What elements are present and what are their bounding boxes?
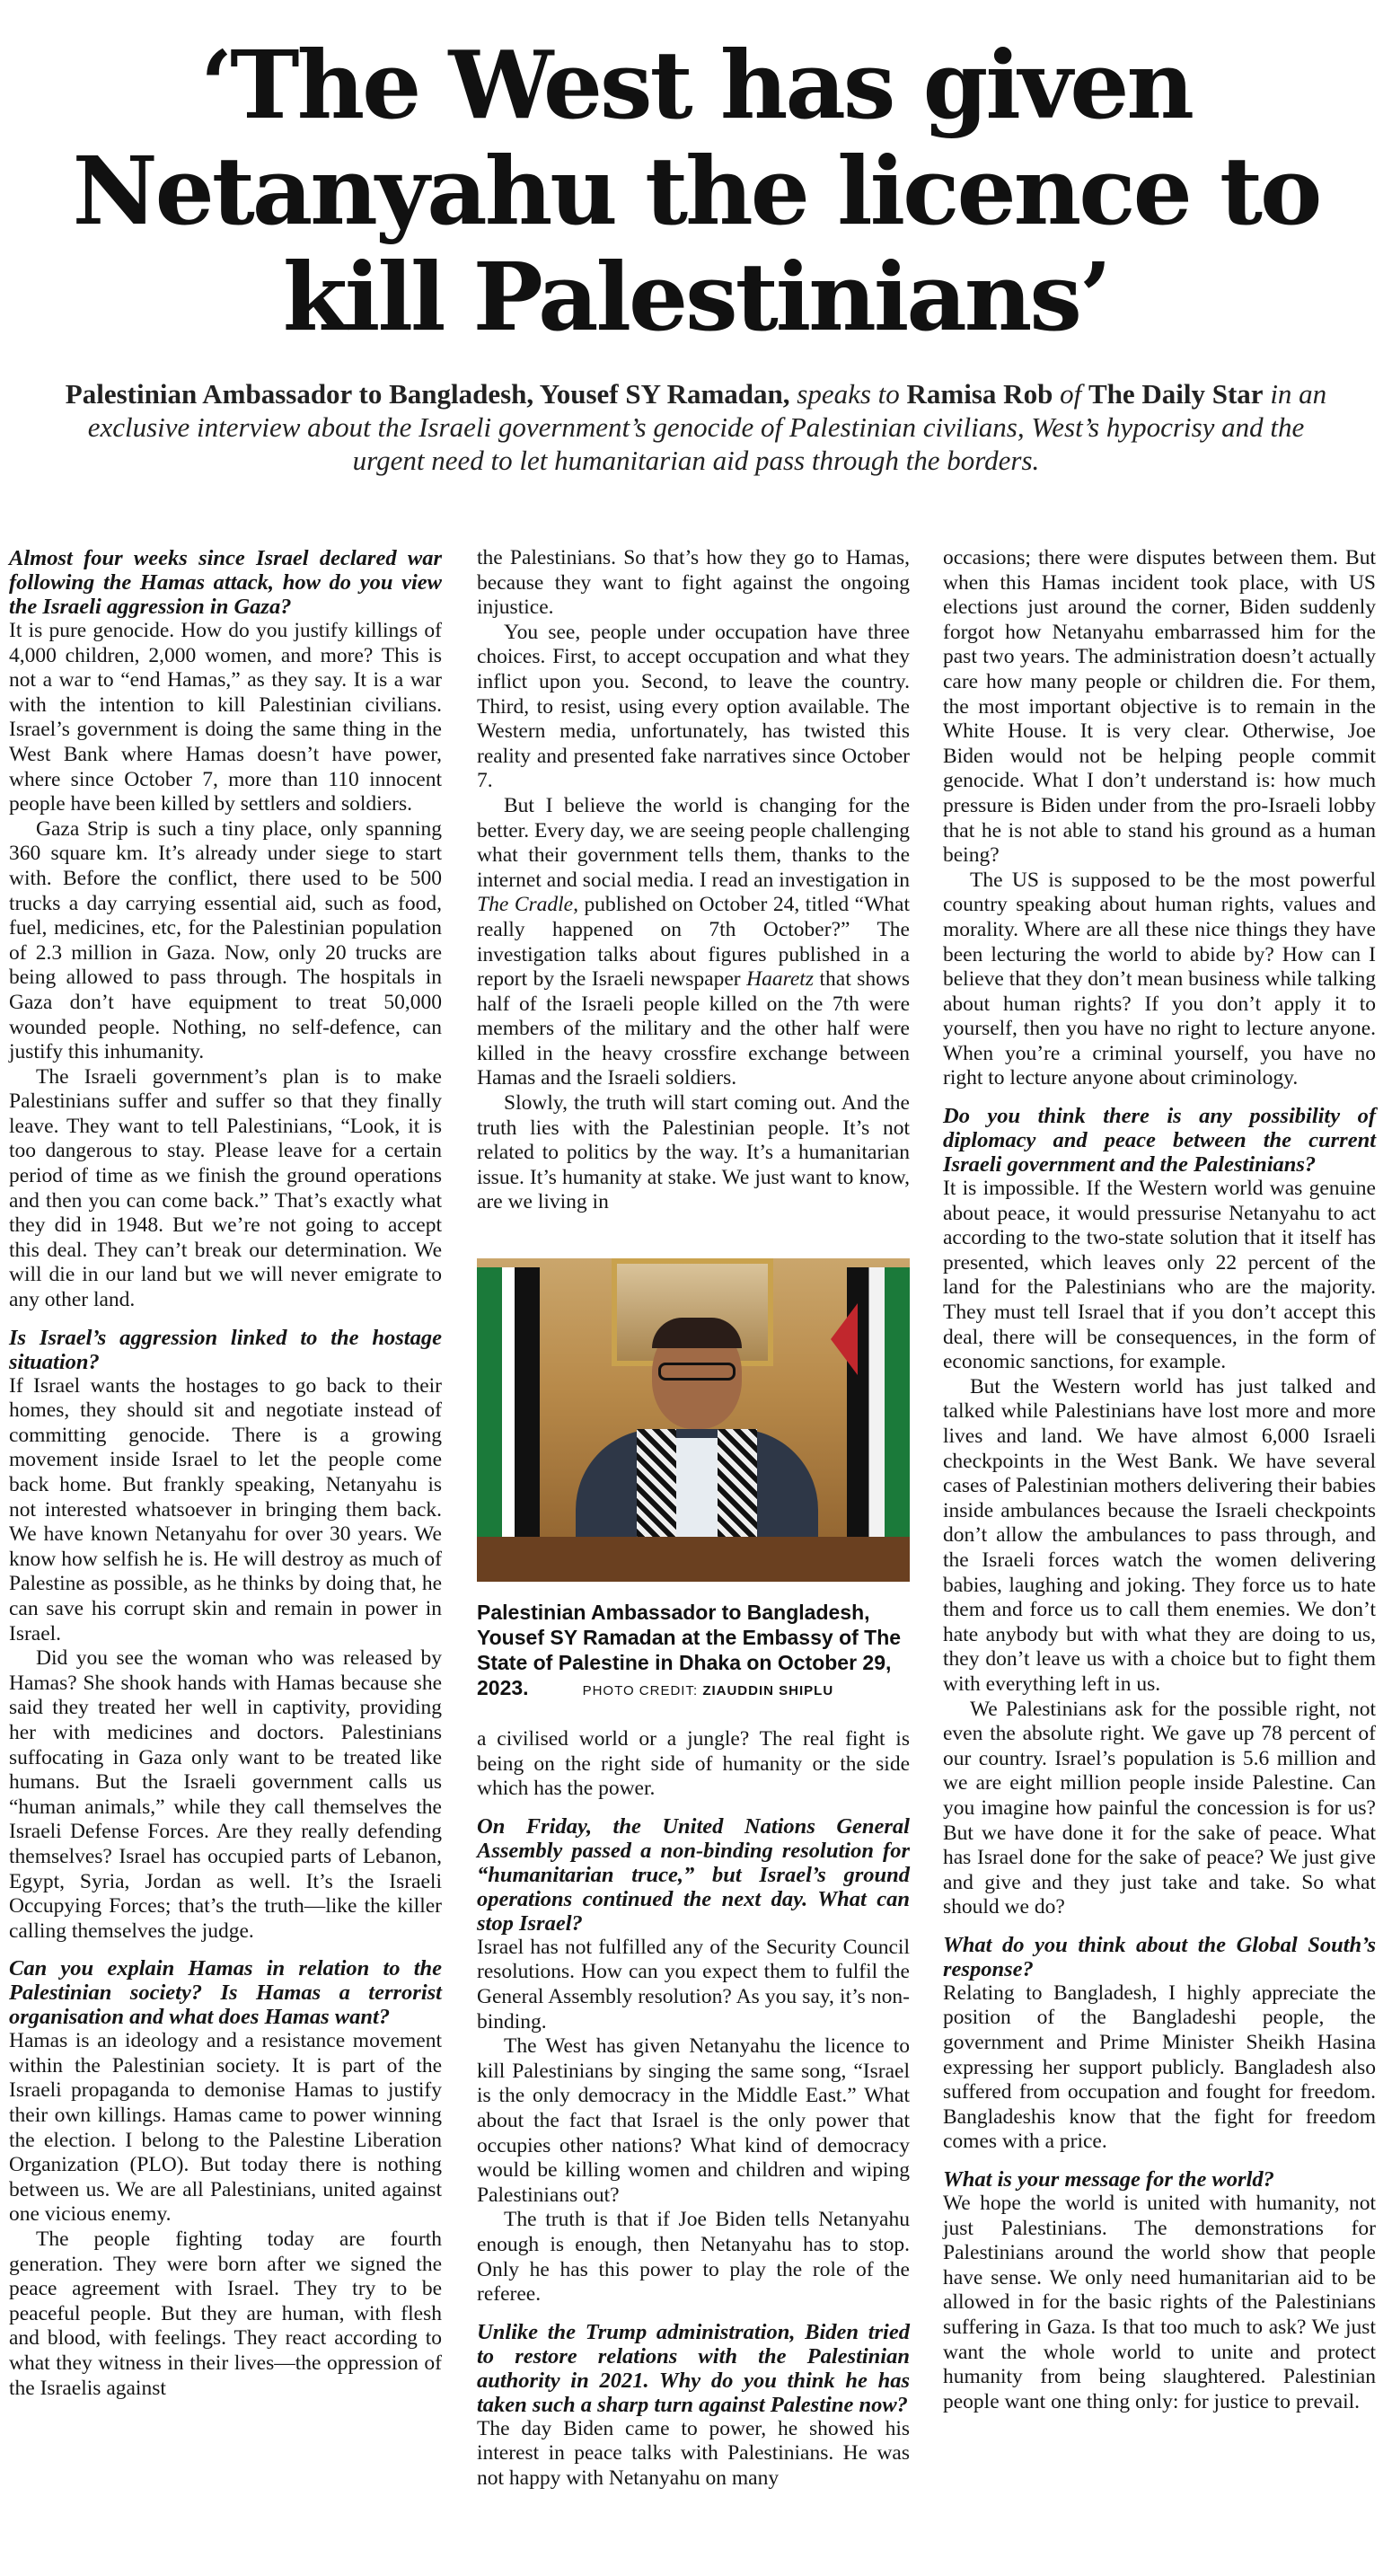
standfirst-subject: Palestinian Ambassador to Bangladesh, Yousef SY Ramadan, <box>65 378 790 410</box>
ambassador-photo <box>477 1258 910 1582</box>
answer-paragraph: But the Western world has just talked and talked while Palestinians have lost more and more lives and land. We have almost 6,000 Israeli checkpoints in the West Bank. We have several cases of Palestinian mothers delivering their babies inside ambulances because the Israeli checkpoints don’t allow the ambulances to pass through, and the Israeli forces watch the women delivering babies, laughing and joking. They force us to hate them and force us to call them enemies. We don’t hate anybody but with what they are doing to us, they don’t leave us with a choice but to fight them with everything left in us. <box>943 1374 1376 1696</box>
headline-line-3: kill Palestinians’ <box>282 242 1110 352</box>
answer-paragraph: We hope the world is united with humanity, not just Palestinians. The demonstrations for Palestinians around the world show that people have sense. We only need humanitarian aid to be allowed in for the basic rights of the Palestinians suffering in Gaza. Is that too much to ask? We just want the whole world to unite and protect humanity from being slaughtered. Palestinian people want one thing only: for justice to prevail. <box>943 2192 1376 2413</box>
answer-paragraph: The West has given Netanyahu the licence to kill Palestinians by singing the same song, “Israel is the only democracy in the Middle East.” What about the fact that Israel is the only power that occupies other nations? What kind of democracy would be killing women and children and wiping Palestinians out? <box>477 2034 910 2207</box>
standfirst-paper: The Daily Star <box>1088 378 1264 410</box>
photo-caption <box>477 1600 910 1704</box>
question: Is Israel’s aggression linked to the hostage situation? <box>9 1325 442 1374</box>
headline-line-2: Netanyahu the licence to <box>72 136 1320 246</box>
answer-paragraph: It is pure genocide. How do you justify killings of 4,000 children, 2,000 women, and more? This is not a war to “end Hamas,” as they say. It is a war with the intention to kill Palestinian civilians. Israel’s government is doing the same thing in the West Bank where Hamas doesn’t have power, where since October 7, more than 110 innocent people have been killed by settlers and soldiers. <box>9 619 442 816</box>
column-3 <box>943 546 1376 2414</box>
answer-paragraph: Gaza Strip is such a tiny place, only spanning 360 square km. It’s already under siege to start with. Before the conflict, there used to be 500 trucks a day carrying essential aid, such as food, fuel, medicines, etc, for the Palestinian population of 2.3 million in Gaza. Now, only 20 trucks are being allowed to pass through. The hospitals in Gaza don’t have equipment to treat 50,000 wounded people. Nothing, no self-defence, can justify this inhumanity. <box>9 816 442 1064</box>
answer-paragraph: Israel has not fulfilled any of the Security Council resolutions. How can you expect them to fulfil the General Assembly resolution? As you say, it’s non-binding. <box>477 1935 910 2033</box>
credit-name: ZIAUDDIN SHIPLU <box>702 1683 834 1699</box>
paragraph-text: published on October 24, titled “What really happened on 7th October?” The investigation talks about figures published in a report by the Israeli newspaper <box>477 893 911 992</box>
answer-paragraph: The US is supposed to be the most powerful country speaking about human rights, values and morality. Where are all these nice things they have been lecturing the world to abide by? How can I believe that they don’t mean business while talking about human rights? If you don’t apply it to yourself, then you have no right to lecture anyone. When you’re a criminal yourself, you have no right to lecture anyone about criminology. <box>943 868 1376 1090</box>
answer-paragraph: the Palestinians. So that’s how they go to Hamas, because they want to fight against the ongoing injustice. <box>477 546 910 620</box>
standfirst <box>63 377 1329 477</box>
caption-text: Palestinian Ambassador to Bangladesh, Yousef SY Ramadan at the Embassy of The State of Palestine in Dhaka on October 29, 2023. <box>477 1601 902 1700</box>
standfirst-text-1: speaks to <box>789 378 907 410</box>
answer-paragraph: The day Biden came to power, he showed his interest in peace talks with Palestinians. He was not happy with Netanyahu on many <box>477 2416 910 2490</box>
glasses <box>658 1363 736 1381</box>
answer-paragraph: The truth is that if Joe Biden tells Netanyahu enough is enough, then Netanyahu has to stop. Only he has this power to play the role of the referee. <box>477 2208 910 2307</box>
question: Almost four weeks since Israel declared war following the Hamas attack, how do you view the Israeli aggression in Gaza? <box>9 546 442 619</box>
answer-paragraph: Slowly, the truth will start coming out. And the truth lies with the Palestinian people. It’s not related to politics by the way. It’s a humanitarian issue. It’s humanity at stake. We just want to know, are we living in <box>477 1091 910 1214</box>
question: Can you explain Hamas in relation to the Palestinian society? Is Hamas a terrorist organisation and what does Hamas want? <box>9 1956 442 2030</box>
question: What do you think about the Global South’s response? <box>943 1932 1376 1981</box>
paragraph-text: But I believe the world is changing for the better. Every day, we are seeing people challenging what their government tells them, thanks to the internet and social media. I read an investigation in <box>477 793 910 892</box>
photo-credit <box>583 1683 834 1698</box>
answer-paragraph: Hamas is an ideology and a resistance movement within the Palestinian society. It is part of the Israeli propaganda to demonise Hamas to justify their own killings. Hamas came to power winning the election. I belong to the Palestine Liberation Organization (PLO). But today there is nothing between us. We are all Palestinians, united against one vicious enemy. <box>9 2029 442 2227</box>
answer-paragraph: Did you see the woman who was released by Hamas? She shook hands with Hamas because she said they treated her well in captivity, providing her with medicines and doctors. Palestinians suffocating in Gaza only want to be treated like humans. But the Israeli government calls us “human animals,” while they call themselves the Israeli Defense Forces. Are they really defending themselves? Israel has occupied parts of Lebanon, Egypt, Syria, Jordan as well. It’s the Israeli Occupying Forces; that’s the truth—like the killer calling themselves the judge. <box>9 1646 442 1943</box>
headline-line-1: ‘The West has given <box>199 30 1193 140</box>
question: Unlike the Trump administration, Biden tried to restore relations with the Palestinian authority in 2021. Why do you think he has taken such a sharp turn against Palestine now? <box>477 2319 910 2417</box>
palestine-flag-right <box>847 1267 910 1537</box>
standfirst-text-2: of <box>1053 378 1088 410</box>
question: What is your message for the world? <box>943 2167 1274 2192</box>
column-2-continued <box>477 1727 910 2491</box>
column-2 <box>477 546 910 2492</box>
question: On Friday, the United Nations General Assembly passed a non-binding resolution for “humanitarian truce,” but Israel’s ground operations continued the next day. What can stop Israel? <box>477 1813 910 1936</box>
question: Do you think there is any possibility of diplomacy and peace between the current Israeli government and the Palestinians? <box>943 1104 1376 1178</box>
answer-paragraph: Relating to Bangladesh, I highly appreciate the position of the Bangladeshi people, the government and Prime Minister Sheikh Hasina expressing her support publicly. Bangladesh also suffered from occupation and fought for freedom. Bangladeshis know that the fight for freedom comes with a price. <box>943 1981 1376 2154</box>
credit-label: PHOTO CREDIT: <box>582 1683 703 1699</box>
answer-paragraph: a civilised world or a jungle? The real fight is being on the right side of humanity or the side which has the power. <box>477 1727 910 1801</box>
column-1 <box>9 546 442 2401</box>
hair <box>652 1318 742 1348</box>
paragraph-text: that shows half of the Israeli people killed on the 7th were members of the military and the other half were killed in the heavy crossfire exchange between Hamas and the Israeli soldiers. <box>477 967 910 1090</box>
desk <box>477 1537 910 1582</box>
answer-paragraph <box>477 794 910 1091</box>
palestine-flag-left <box>477 1267 540 1537</box>
standfirst-interviewer: Ramisa Rob <box>906 378 1053 410</box>
answer-paragraph: If Israel wants the hostages to go back to their homes, they should sit and negotiate instead of committing genocide. There is a growing movement inside Israel to let the people come back home. But frankly speaking, Netanyahu is not interested whatsoever in bringing them back. We have known Netanyahu for over 30 years. We know how selfish he is. He will destroy as much of Palestine as possible, as he thinks by doing that, he can save his corrupt skin and remain in power in Israel. <box>9 1373 442 1645</box>
answer-paragraph: You see, people under occupation have three choices. First, to accept occupation and what they inflict upon you. Second, to leave the country. Third, to resist, using every option available. The Western media, unfortunately, has twisted this reality and presented fake narratives since October 7. <box>477 620 910 793</box>
publication-name: The Cradle, <box>477 893 578 917</box>
answer-paragraph: We Palestinians ask for the possible right, not even the absolute right. We gave up 78 percent of our country. Israel’s population is 5.6 million and we are eight million people inside Palestine. Can you imagine how painful the concession is for us? But we have done it for the sake of peace. What has Israel done for the sake of peace? We just give and give and they just take and take. So what should we do? <box>943 1697 1376 1919</box>
headline <box>27 0 1365 350</box>
answer-paragraph: occasions; there were disputes between them. But when this Hamas incident took place, with US elections just around the corner, Biden suddenly forgot how Netanyahu embarrassed him for the past two years. The administration doesn’t actually care how many people or children die. For them, the most important objective is to remain in the White House. It is very clear. Otherwise, Joe Biden would not be helping people commit genocide. What I don’t understand is: how much pressure is Biden under from the pro-Israeli lobby that he is not able to stand his ground as a human being? <box>943 546 1376 868</box>
answer-paragraph: The Israeli government’s plan is to make Palestinians suffer and suffer so that they finally leave. They want to tell Palestinians, “Look, it is too dangerous to stay. Please leave for a certain period of time as we finish the ground operations and then you can come back.” That’s exactly what they did in 1948. But we’re not going to accept this deal. They can’t break our determination. We will die in our land but we will never emigrate to any other land. <box>9 1064 442 1312</box>
answer-paragraph: The people fighting today are fourth generation. They were born after we signed the peace agreement with Israel. They try to be peaceful people. But they are human, with flesh and blood, with feelings. They react according to what they witness in their lives—the oppression of the Israelis against <box>9 2228 442 2400</box>
answer-paragraph: It is impossible. If the Western world was genuine about peace, it would pressurise Netanyahu to act according to the two-state solution that it itself has presented, which leaves only 22 percent of the land for the Palestinians who are the majority. They must tell Israel that if you don’t accept this deal, there will be consequences, in the form of economic sanctions, for example. <box>943 1177 1376 1374</box>
standfirst-text-3: in an exclusive interview about the Israeli government’s genocide of Palestinian civilians, West’s hypocrisy and the urgent need to let humanitarian aid pass through the borders. <box>87 378 1327 476</box>
publication-name: Haaretz <box>746 967 814 992</box>
